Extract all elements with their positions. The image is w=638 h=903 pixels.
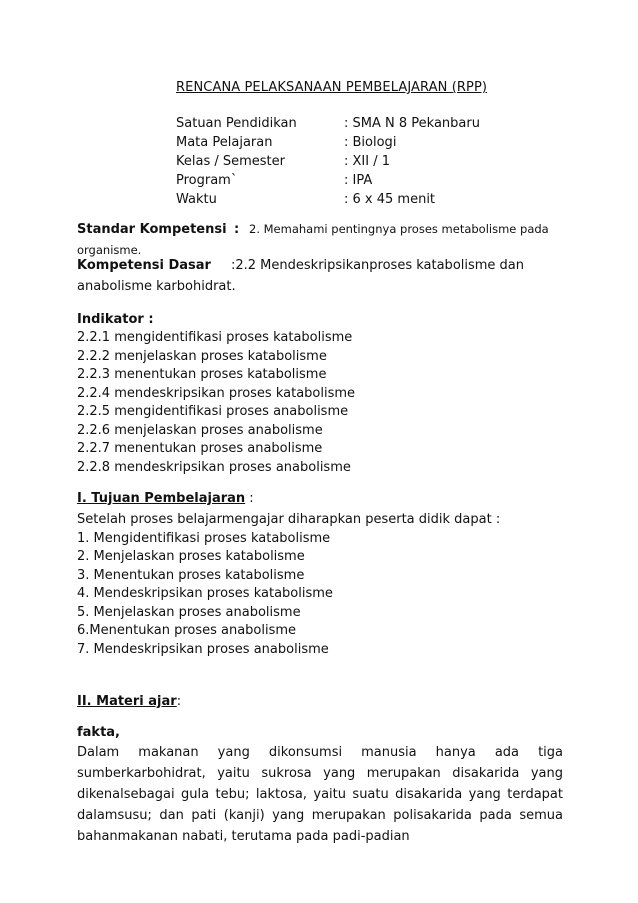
materi-section [77,692,567,742]
tujuan-heading: I. Tujuan Pembelajaran [77,491,246,506]
indikator-section [77,310,567,477]
list-item: 7. Mendeskripsikan proses anabolisme [77,641,329,657]
tujuan-heading-suffix: : [245,491,254,506]
identity-table [176,114,536,209]
meta-value: : XII / 1 [344,154,391,169]
meta-label: Satuan Pendidikan [176,116,297,131]
kd-label: Kompetensi Dasar [77,258,211,273]
tujuan-section [77,489,567,659]
meta-value: : Biologi [344,135,397,150]
kompetensi-dasar [77,258,567,296]
document-title: RENCANA PELAKSANAAN PEMBELAJARAN (RPP) [176,80,488,95]
materi-heading: II. Materi ajar [77,694,177,709]
list-item: 1. Mengidentifikasi proses katabolisme [77,530,331,546]
sk-label: Standar Kompetensi [77,222,227,237]
meta-row-kelas [176,152,536,171]
list-item: 2.2.1 mengidentifikasi proses katabolisme [77,330,353,345]
meta-row-satuan [176,114,536,133]
list-item: 2. Menjelaskan proses katabolisme [77,549,305,564]
list-item: 2.2.3 menentukan proses katabolisme [77,367,327,382]
list-item: 3. Menentukan proses katabolisme [77,567,305,583]
materi-paragraph: Dalam makanan yang dikonsumsi manusia hanya ada tiga sumberkarbohidrat, yaitu sukrosa yang merupakan disakarida yang dikenalsebagai gula tebu; laktosa, yaitu suatu disakarida yang terdapat dalamsusu; dan pati (kanji) yang merupakan polisakarida pada semua bahanmakanan nabati, terutama pada padi-padian [77,745,563,844]
tujuan-heading-line [77,489,567,508]
list-item: 4. Mendeskripsikan proses katabolisme [77,586,333,601]
meta-label: Mata Pelajaran [176,135,273,150]
list-item: 2.2.5 mengidentifikasi proses anabolisme [77,404,349,419]
list-item: 2.2.6 menjelaskan proses anabolisme [77,422,323,438]
tujuan-intro: Setelah proses belajarmengajar diharapkan peserta didik dapat : [77,512,501,527]
sk-text: 2. Memahami pentingnya proses metabolisme pada [249,222,549,236]
sk-colon: : [234,222,240,237]
standar-kompetensi [77,222,567,260]
list-item: 2.2.8 mendeskripsikan proses anabolisme [77,459,351,475]
sk-line [77,222,567,241]
kd-line [77,258,567,277]
list-item: 6.Menentukan proses anabolisme [77,623,297,638]
meta-row-waktu [176,190,536,209]
list-item: 5. Menjelaskan proses anabolisme [77,604,301,620]
meta-label: Waktu [176,192,217,207]
list-item: 2.2.7 menentukan proses anabolisme [77,441,323,456]
kd-continuation: anabolisme karbohidrat. [77,279,236,294]
meta-label: Kelas / Semester [176,154,285,169]
meta-value: : SMA N 8 Pekanbaru [344,116,480,131]
materi-subheading: fakta, [77,725,120,740]
list-item: 2.2.4 mendeskripsikan proses katabolisme [77,385,356,401]
materi-heading-line [77,692,567,711]
list-item: 2.2.2 menjelaskan proses katabolisme [77,348,327,364]
meta-value: : IPA [344,173,373,188]
indikator-heading: Indikator : [77,312,154,327]
meta-row-mapel [176,133,536,152]
kd-text: :2.2 Mendeskripsikanproses katabolisme dan [231,258,525,273]
meta-label: Program` [176,173,238,188]
meta-value: : 6 x 45 menit [344,192,436,207]
sk-continuation: organisme. [77,243,142,257]
materi-heading-suffix: : [176,694,182,709]
meta-row-program [176,171,536,190]
